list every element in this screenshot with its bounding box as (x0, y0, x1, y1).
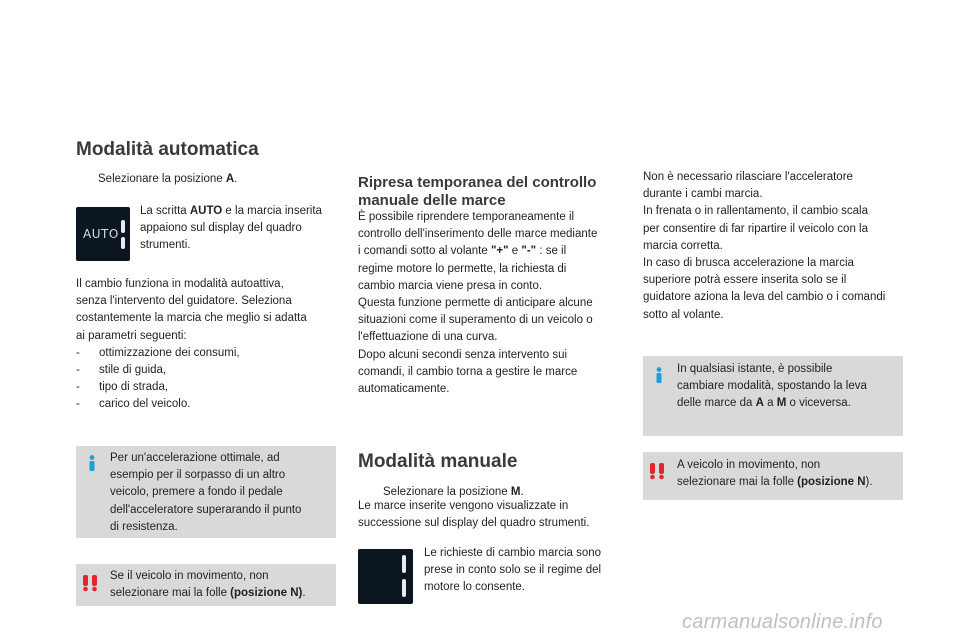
gear-bar-top-icon (121, 220, 125, 233)
select-text: Selezionare la posizione (98, 173, 226, 185)
text-line (677, 474, 873, 491)
note-pre: La scritta (140, 205, 190, 217)
temporary-manual-description (358, 209, 628, 398)
warning-icon (82, 574, 102, 592)
warning-box-neutral-right (643, 452, 903, 500)
text-span: a (763, 397, 777, 410)
text-line: veicolo, premere a fondo il pedale (110, 486, 283, 499)
manual-mode-description (358, 498, 628, 532)
text-line: sotto al volante. (643, 308, 724, 321)
watermark: carmanualsonline.info (682, 611, 883, 633)
text-span: selezionare mai la folle (110, 587, 231, 600)
text-span: delle marce da (677, 397, 756, 410)
text-line: Dopo alcuni secondi senza intervento sui (358, 348, 568, 361)
note-post: e la marcia inserita appaiono sul display del quadro strumenti. (140, 205, 322, 252)
text-line: marcia corretta. (643, 239, 723, 252)
select-bold: A (225, 173, 235, 185)
text-line: guidatore aziona la leva del cambio o i comandi (643, 291, 886, 304)
auto-mode-description (76, 276, 346, 414)
text-line: di resistenza. (110, 520, 178, 533)
text-line: superiore potrà essere inserita solo se il (643, 274, 847, 287)
text-line: In qualsiasi istante, è possibile (677, 363, 833, 375)
list-item: - ottimizzazione dei consumi, (76, 346, 240, 359)
list-item: - carico del veicolo. (76, 398, 191, 411)
text-line: In caso di brusca accelerazione la marcia (643, 257, 854, 270)
list-item: - tipo di strada, (76, 381, 169, 394)
text-bold: M (776, 397, 787, 410)
info-box-acceleration (76, 446, 336, 538)
text-line: dell'acceleratore superarando il punto (110, 503, 302, 516)
text-line: motore lo consente. (424, 581, 526, 594)
text-line: cambio marcia viene presa in conto. (358, 279, 543, 292)
text-line: Se il veicolo in movimento, non (110, 570, 269, 582)
text-line: Per un'accelerazione ottimale, ad (110, 452, 280, 464)
gear-bar-top-icon (402, 555, 406, 573)
select-post: . (234, 173, 238, 185)
text-span: : se il (536, 245, 567, 258)
title-line: Ripresa temporanea del controllo (358, 174, 597, 191)
text-line: l'effettuazione di una curva. (358, 331, 498, 344)
text-span: e (508, 245, 522, 258)
text-line: costantemente la marcia che meglio si adatta (76, 312, 307, 325)
text-span: o viceversa. (786, 397, 851, 410)
text-bold: (posizione N) (230, 587, 303, 600)
text-line: senza l'intervento del guidatore. Seleziona (76, 295, 292, 308)
text-line: esempio per il sorpasso di un altro (110, 469, 286, 482)
text-span: i comandi sotto al volante (358, 245, 491, 258)
text-span: selezionare mai la folle (677, 476, 798, 489)
text-line: automaticamente. (358, 383, 450, 396)
auto-display-label: AUTO (83, 227, 119, 241)
text-bold: A (755, 397, 764, 410)
text-line: cambiare modalità, spostando la leva (677, 380, 867, 393)
section-title-temporary-manual (358, 174, 628, 210)
section-title-automatic: Modalità automatica (76, 139, 259, 160)
gear-bar-bottom-icon (402, 579, 406, 597)
warning-box-neutral-left (76, 564, 336, 606)
text-line: situazioni come il superamento di un veicolo o (358, 314, 593, 327)
text-line: Non è necessario rilasciare l'acceleratore (643, 171, 853, 183)
text-span: . (302, 587, 306, 600)
text-line: prese in conto solo se il regime del (424, 564, 602, 577)
gear-bar-bottom-icon (121, 237, 125, 249)
select-post: . (520, 486, 524, 498)
text-line: durante i cambi marcia. (643, 188, 763, 201)
text-line: controllo dell'inserimento delle marce mediante (358, 228, 598, 241)
text-bold: (posizione N (797, 476, 866, 489)
text-line (677, 395, 867, 412)
text-span: ). (865, 476, 873, 489)
text-line: Il cambio funziona in modalità autoattiva, (76, 278, 284, 290)
warning-icon (649, 462, 669, 480)
info-icon (84, 454, 100, 472)
text-line: In frenata o in rallentamento, il cambio scala (643, 205, 869, 218)
select-bold: M (510, 486, 521, 498)
text-line: Le richieste di cambio marcia sono (424, 547, 602, 559)
gear-change-description (643, 169, 913, 324)
manual-display-note (424, 545, 624, 597)
select-text: Selezionare la posizione (383, 486, 511, 498)
auto-display-note (140, 203, 340, 255)
text-line (358, 243, 628, 260)
text-bold: "-" (521, 245, 537, 258)
select-position-a-item (76, 171, 336, 189)
text-bold: "+" (490, 245, 509, 258)
text-line: ai parametri seguenti: (76, 329, 187, 342)
text-line: Le marce inserite vengono visualizzate in (358, 500, 569, 512)
info-icon (651, 366, 667, 384)
text-line: regime motore lo permette, la richiesta di (358, 262, 567, 275)
title-line: manuale delle marce (358, 192, 506, 209)
text-line: È possibile riprendere temporaneamente il (358, 211, 575, 223)
list-item: - stile di guida, (76, 364, 167, 377)
text-line (110, 585, 306, 602)
text-line: A veicolo in movimento, non (677, 459, 821, 471)
info-box-mode-change (643, 356, 903, 436)
text-line: per consentire di far ripartire il veicolo con la (643, 222, 868, 235)
manual-display-image (358, 549, 413, 604)
text-line: successione sul display del quadro strumenti. (358, 517, 590, 530)
auto-display-image (76, 207, 130, 261)
section-title-manual: Modalità manuale (358, 451, 518, 472)
note-bold: AUTO (189, 205, 223, 217)
text-line: comandi, il cambio torna a gestire le marce (358, 365, 578, 378)
text-line: Questa funzione permette di anticipare alcune (358, 297, 593, 310)
